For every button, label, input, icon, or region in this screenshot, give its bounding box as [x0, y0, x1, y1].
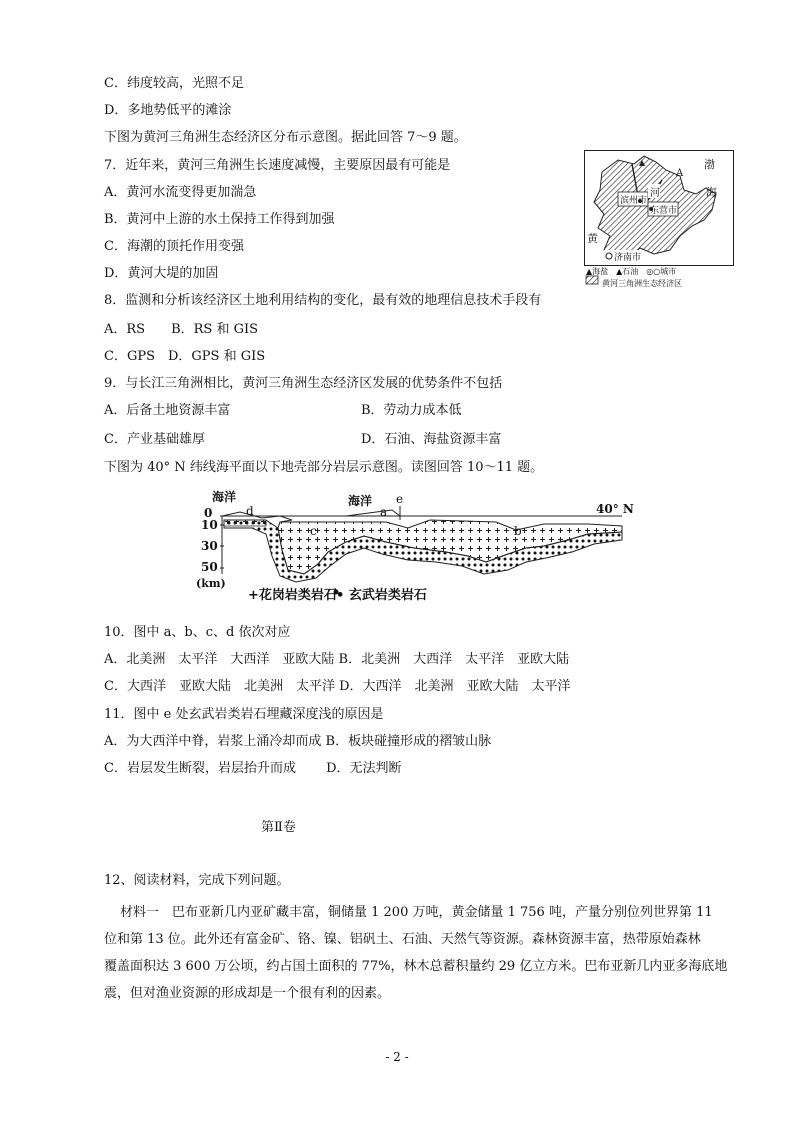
- q7-option-b: B．黄河中上游的水土保持工作得到加强: [104, 212, 335, 227]
- q9-option-d: D．石油、海盐资源丰富: [361, 432, 502, 447]
- q9-option-b: B．劳动力成本低: [361, 403, 462, 418]
- map-label-binzhou: 滨州市: [620, 196, 648, 206]
- map-legend-line2: 黄河三角洲生态经济区: [602, 279, 682, 288]
- legend-basalt: • 玄武岩类岩石: [336, 588, 427, 603]
- granite-left: [224, 520, 266, 526]
- section-label-e: e: [396, 492, 404, 506]
- crust-section-figure: [196, 490, 642, 608]
- map-label-he: 河: [650, 188, 660, 199]
- legend-granite: +花岗岩类岩石: [248, 588, 337, 603]
- map-label-huang: 黄: [587, 232, 598, 245]
- intro-7-9: 下图为黄河三角洲生态经济区分布示意图。据此回答 7～9 题。: [104, 130, 467, 145]
- q8-options-ab: A．RS B．RS 和 GIS: [104, 322, 259, 337]
- intro-10-11: 下图为 40° N 纬线海平面以下地壳部分岩层示意图。读图回答 10～11 题。: [104, 460, 544, 475]
- q7-option-c: C．海潮的顶托作用变强: [104, 239, 244, 254]
- q11-options-ab: A．为大西洋中脊，岩浆上涌冷却而成 B．板块碰撞形成的褶皱山脉: [104, 734, 492, 749]
- q6-option-c: C．纬度较高，光照不足: [104, 76, 244, 91]
- map-legend-line1: ▲海盐 ▲石油 ◎○城市: [586, 267, 677, 276]
- q12-stem: 12、阅读材料，完成下列问题。: [104, 873, 290, 888]
- q12-material1-line3: 覆盖面积达 3 600 万公顷，约占国土面积的 77%，林木总蓄积量约 29 亿立方米。巴布亚新几内亚多海底地: [104, 959, 728, 974]
- legend-hatch-swatch: [586, 276, 598, 284]
- q8-options-cd: C．GPS D．GPS 和 GIS: [104, 349, 266, 364]
- depth-label-0: 0: [204, 506, 213, 520]
- depth-label-30: 30: [201, 539, 218, 553]
- part2-title: 第Ⅱ卷: [261, 820, 296, 835]
- page-number: - 2 -: [385, 1050, 409, 1064]
- q11-stem: 11．图中 e 处玄武岩类岩石埋藏深度浅的原因是: [104, 707, 384, 722]
- section-ocean-left: 海洋: [212, 490, 237, 504]
- map-label-jinan: 济南市: [614, 253, 642, 263]
- q8-stem: 8．监测和分析该经济区土地利用结构的变化，最有效的地理信息技术手段有: [104, 293, 542, 308]
- q10-stem: 10．图中 a、b、c、d 依次对应: [104, 625, 291, 640]
- q9-option-a: A．后备土地资源丰富: [104, 403, 231, 418]
- section-label-d: d: [246, 504, 254, 518]
- section-label-b: b: [514, 524, 522, 538]
- q6-option-d: D．多地势低平的滩涂: [104, 103, 232, 118]
- section-label-a: a: [380, 505, 388, 519]
- q9-stem: 9．与长江三角洲相比，黄河三角洲生态经济区发展的优势条件不包括: [104, 376, 503, 391]
- jinan-city-icon: [606, 253, 612, 259]
- depth-label-50: 50: [201, 560, 218, 574]
- q7-option-a: A．黄河水流变得更加湍急: [104, 185, 257, 200]
- ocean-floor-mid: [346, 510, 400, 516]
- q9-option-c: C．产业基础雄厚: [104, 432, 205, 447]
- section-ocean-mid: 海洋: [348, 494, 373, 508]
- q11-options-cd: C．岩层发生断裂，岩层抬升而成 D．无法判断: [104, 761, 402, 776]
- map-label-a: A: [676, 168, 684, 179]
- q10-options-cd: C．大西洋 亚欧大陆 北美洲 太平洋 D．大西洋 北美洲 亚欧大陆 太平洋: [104, 679, 571, 694]
- section-latitude: 40° N: [596, 502, 634, 516]
- depth-label-10: 10: [201, 518, 218, 532]
- q12-material1-line1: 材料一 巴布亚新几内亚矿藏丰富，铜储量 1 200 万吨，黄金储量 1 756 吨，产量分别位列世界第 11: [120, 905, 713, 920]
- depth-unit: (km): [196, 577, 226, 590]
- map-label-bo: 渤: [704, 158, 715, 171]
- q12-material1-line4: 震，但对渔业资源的形成却是一个很有利的因素。: [104, 986, 391, 1001]
- yellow-river-delta-map: [584, 150, 734, 295]
- map-label-hai: 海: [706, 186, 717, 199]
- map-label-dongying: 东营市: [650, 206, 678, 216]
- q12-material1-line2: 位和第 13 位。此外还有富金矿、铬、镍、铝矾土、石油、天然气等资源。森林资源丰富，热带原始森林: [104, 932, 701, 947]
- q7-stem: 7．近年来，黄河三角洲生长速度减慢，主要原因最有可能是: [104, 158, 451, 173]
- section-label-c: c: [310, 524, 317, 538]
- q7-option-d: D．黄河大堤的加固: [104, 266, 219, 281]
- q10-options-ab: A．北美洲 太平洋 大西洋 亚欧大陆 B．北美洲 大西洋 太平洋 亚欧大陆: [104, 652, 570, 667]
